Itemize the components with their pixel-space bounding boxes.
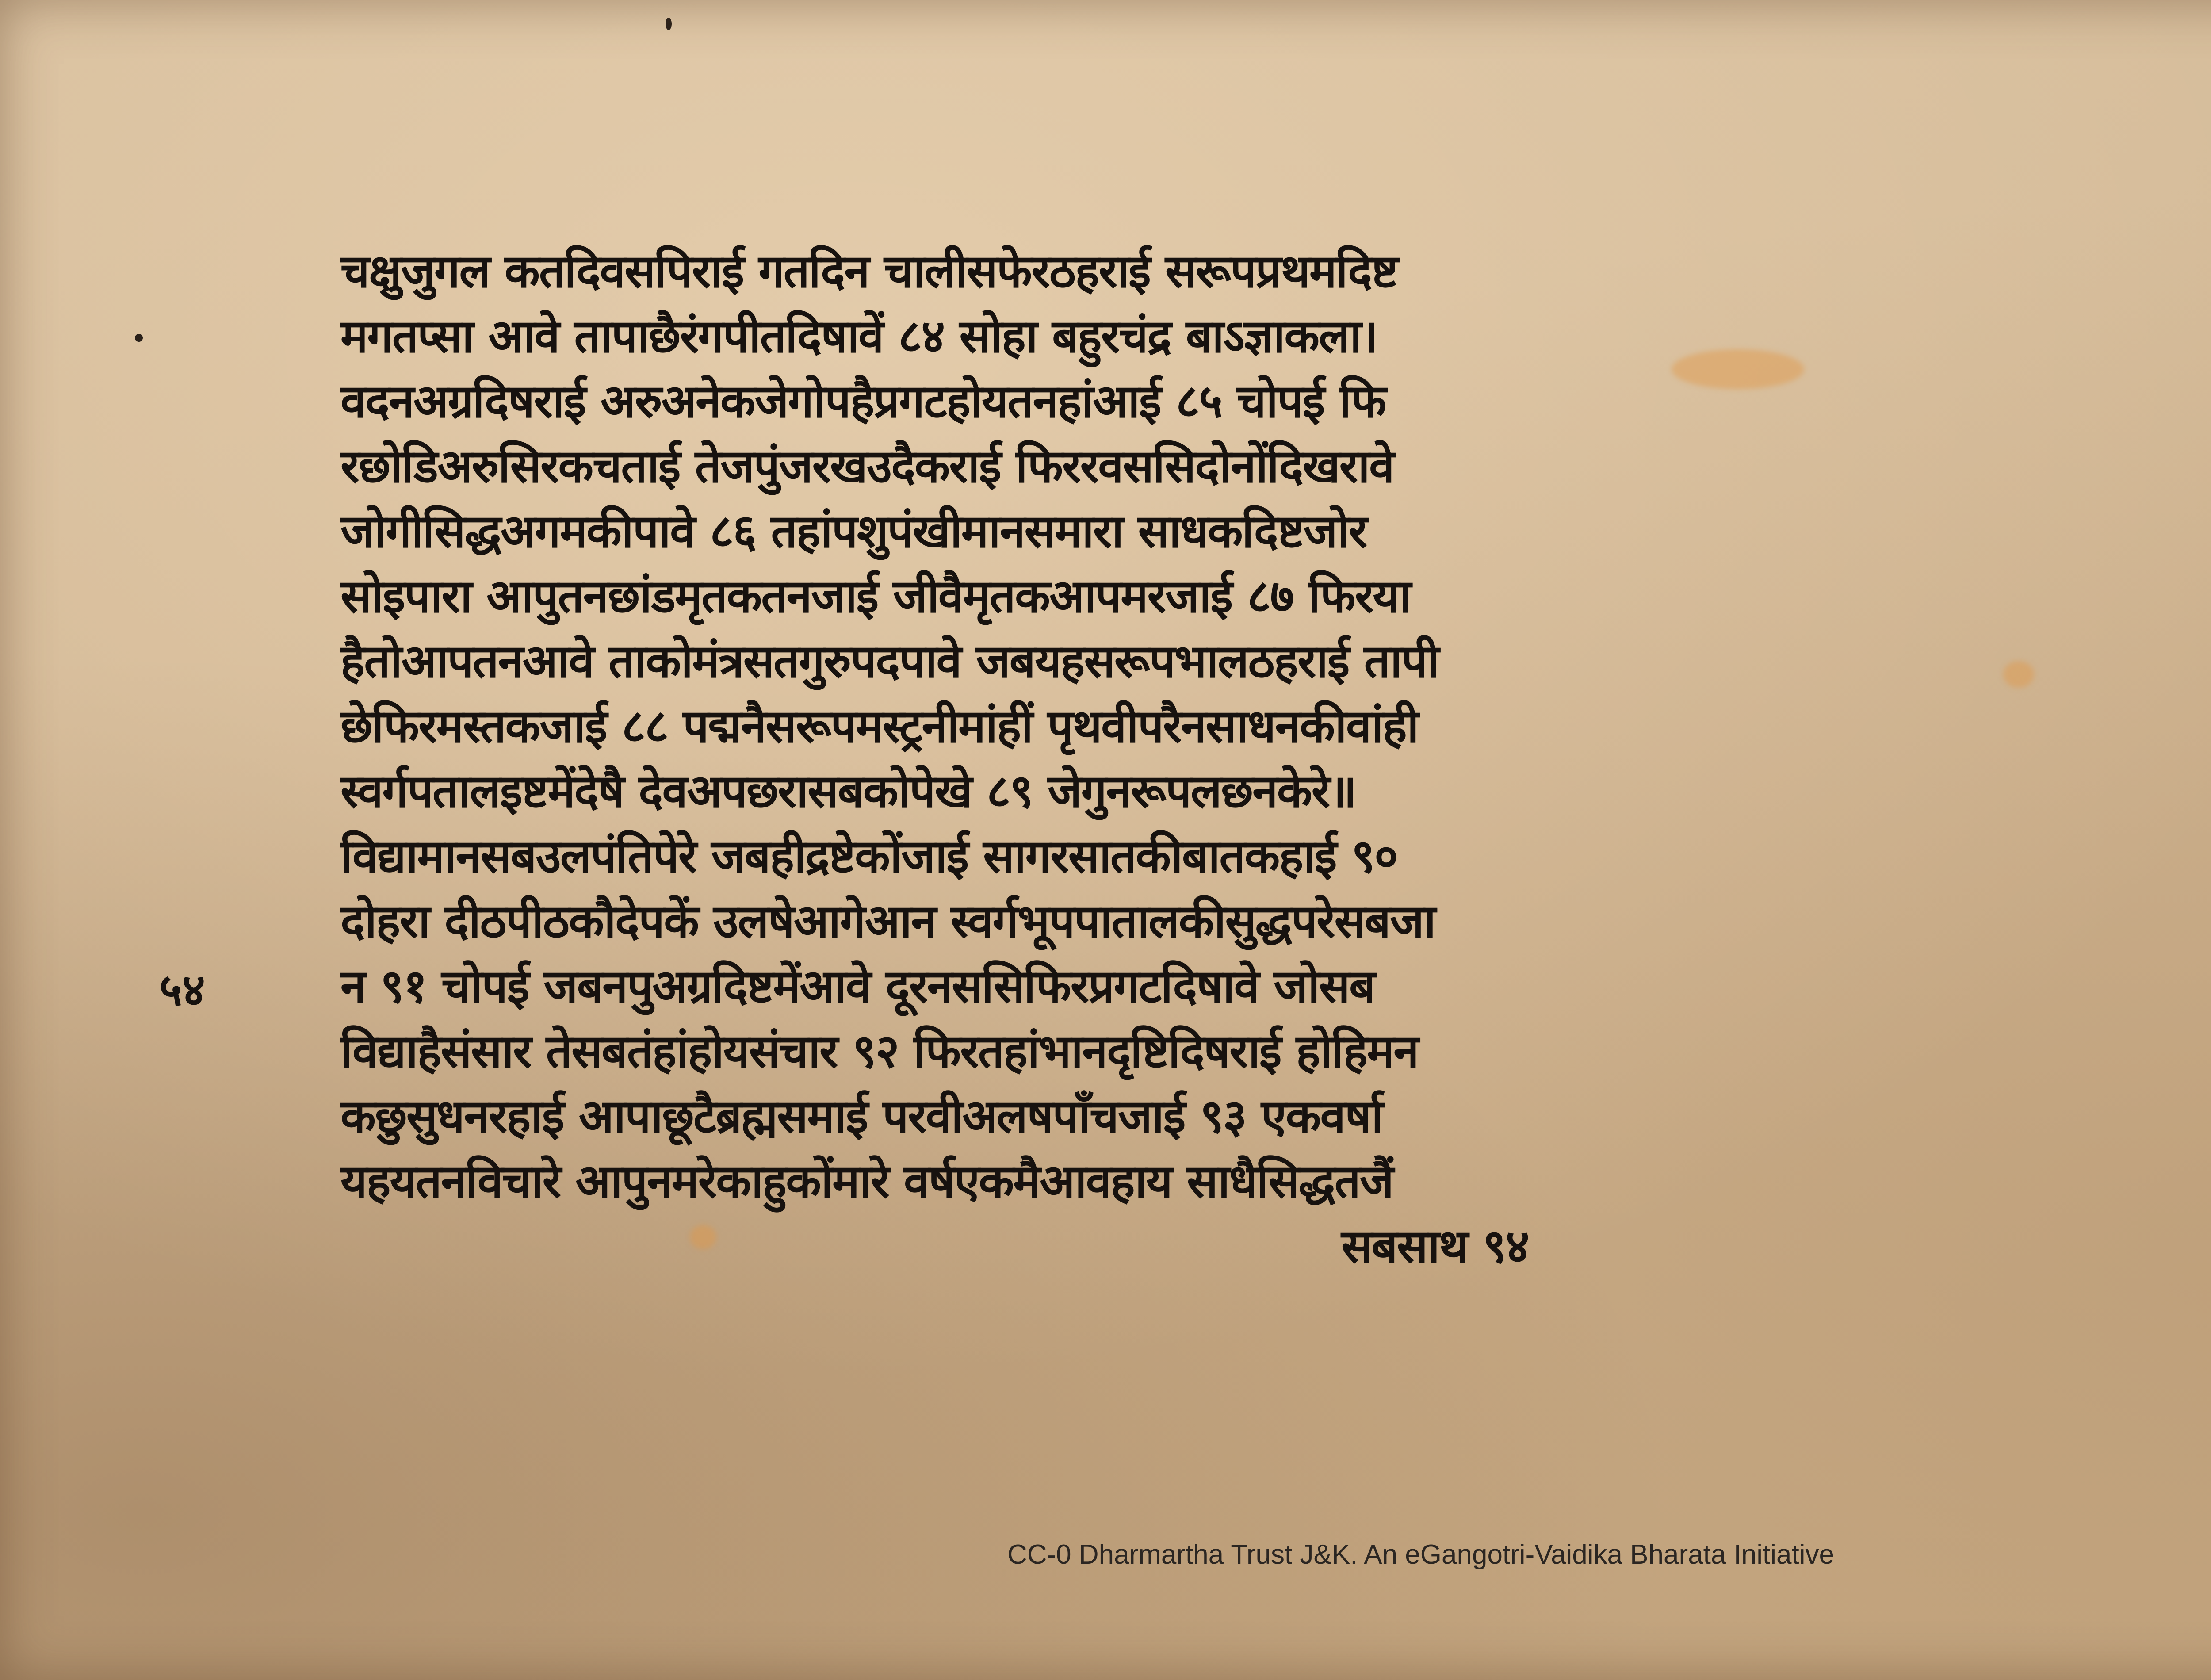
manuscript-line: स्वर्गपतालइष्टमेंदेषै देवअपछरासबकोपेखे ८९ जेगुनरूपलछनकेरे॥ — [340, 764, 1356, 818]
ink-speck — [666, 18, 672, 30]
archive-credit: CC-0 Dharmartha Trust J&K. An eGangotri-Vaidika Bharata Initiative — [1007, 1539, 1835, 1570]
manuscript-text — [340, 239, 2211, 1279]
manuscript-line: चक्षुजुगल कतदिवसपिराई गतदिन चालीसफेरठहराई सरूपप्रथमदिष्ट — [340, 244, 1397, 298]
ink-speck — [135, 334, 143, 342]
manuscript-line: यहयतनविचारे आपुनमरेकाहुकोंमारे वर्षएकमैआवहाय साधैसिद्धतजैं — [340, 1154, 1393, 1208]
manuscript-line: न ९१ चोपई जबनपुअग्रदिष्टमेंआवे दूरनससिफिरप्रगटदिषावे जोसब — [340, 959, 1375, 1013]
manuscript-line: मगतप्सा आवे तापाछैरंगपीतदिषावें ८४ सोहा बहुरचंद्र बाऽज्ञाकला। — [340, 309, 1378, 363]
manuscript-line-final: सबसाथ ९४ — [1341, 1219, 1529, 1273]
manuscript-line: कछुसुधनरहाई आपाछूटैब्रह्मसमाई परवीअलषपाँचजाई ९३ एकवर्षा — [340, 1089, 1383, 1143]
manuscript-line: जोगीसिद्धअगमकीपावे ८६ तहांपशुपंखीमानसमारा साधकदिष्टजोर — [340, 504, 1367, 558]
manuscript-line: विद्याहैसंसार तेसबतंहांहोयसंचार ९२ फिरतहांभानदृष्टिदिषराई होहिमन — [340, 1024, 1419, 1078]
manuscript-line: दोहरा दीठपीठकौदेपकें उलषेआगेआन स्वर्गभूपपातालकीसुद्धपरेसबजा — [340, 894, 1435, 948]
manuscript-line: रछोडिअरुसिरकचताई तेजपुंजरखउदैकराई फिररवससिदोनोंदिखरावे — [340, 439, 1394, 493]
manuscript-line: हैतोआपतनआवे ताकोमंत्रसतगुरुपदपावे जबयहसरूपभालठहराई तापी — [340, 634, 1438, 688]
manuscript-line: सोइपारा आपुतनछांडमृतकतनजाई जीवैमृतकआपमरजाई ८७ फिरया — [340, 569, 1411, 623]
manuscript-line: विद्यामानसबउलपंतिपेरे जबहीद्रष्टेकोंजाई सागरसातकीबातकहाई ९० — [340, 829, 1397, 883]
folio-number: ५४ — [159, 964, 205, 1016]
manuscript-line: छेफिरमस्तकजाई ८८ पद्मनैसरूपमस्ट्रनीमांहीं पृथवीपरैनसाधनकीवांही — [340, 699, 1418, 753]
manuscript-line: वदनअग्रदिषराई अरुअनेकजेगोपहैप्रगटहोयतनहांआई ८५ चोपई फि — [340, 374, 1386, 428]
